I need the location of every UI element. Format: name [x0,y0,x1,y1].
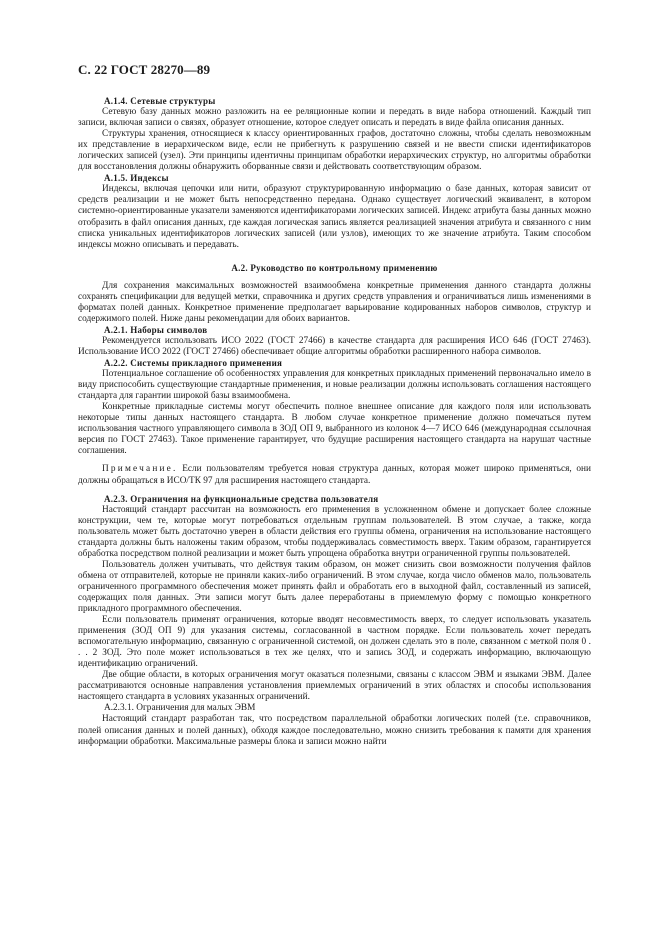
paragraph: Структуры хранения, относящиеся к классу ориентированных графов, достаточно сложны, чтобы сделать невозможным их представление в иерархическом виде, если не прибегнуть к разрушению связей и не ввести списки идентификаторов логических записей (узел). Эти принципы идентичны принципам обработки иерархических структур, но алгоритмы обработки для восстановления должны обнаружить оборванные связи и действовать соответствующим образом. [78,129,591,173]
section-heading-a15: А.1.5. Индексы [104,173,169,184]
section-heading-a21: А.2.1. Наборы символов [104,324,208,335]
section-heading-a23: А.2.3. Ограничения на функциональные средства пользователя [104,493,379,504]
section-heading-a2: А.2. Руководство по контрольному применению [231,262,438,273]
paragraph: Индексы, включая цепочки или нити, образуют структурированную информацию о базе данных, которая зависит от средств реализации и не может быть непосредственно передана. Однако существует логический эквивалент, в котором системно-ориентированные указатели заменяются идентификаторами логических записей. Индекс атрибута базы данных можно отобразить в файл описания данных, где каждая логическая запись является реализацией значения атрибута и связанного с ним списка уникальных идентификаторов логических записей (или узлов), имеющих то же значение атрибута. Таким способом индексы можно описывать и передавать. [78,184,591,250]
note-label: Примечание. [102,464,178,475]
paragraph: Настоящий стандарт рассчитан на возможность его применения в усложненном обмене и допускает более сложные конструкции, чем те, которые могут потребоваться отдельным группам пользователей. В этом случае, а также, когда пользователь может быть достаточно уверен в области действия его группы обмена, ограничения на использование настоящего стандарта должны быть наложены таким образом, чтобы поддерживалась совместимость вверх. Таким образом, гарантируется обработка посредством полной реализации и может быть упрощена обработка внутри ограниченной группы пользователей. [78,504,591,559]
section-heading-a14: А.1.4. Сетевые структуры [104,96,216,106]
paragraph: Настоящий стандарт разработан так, что посредством параллельной обработки логических полей (т.е. справочников, полей описания данных и полей данных), обходя каждое последовательно, можно снизить требования к памяти для хранения информации обработки. Максимальные размеры блока и записи можно найти [78,714,591,747]
paragraph: Пользователь должен учитывать, что действуя таким образом, он может снизить свои возможности получения файлов обмена от отправителей, которые не приняли каких-либо ограничений. В этом случае, когда число обменов мало, пользователь ограниченного программного обеспечения может принять файл и обработать его в выходной файл, составленный из записей, содержащих поля данных. Эти записи могут быть далее переработаны в приемлемую форму с помощью конкретного прикладного программного обеспечения. [78,559,591,615]
note-paragraph [78,464,591,486]
paragraph: Для сохранения максимальных возможностей взаимообмена конкретные применения данного стандарта должны сохранять спецификации для ведущей метки, справочника и других средств управления и ограничиваться лишь изменениями в форматах полей данных. Конкретное применение предполагает варьирование кодированных наборов символов, структур и содержимого полей. Ниже даны рекомендации для обоих вариантов. [78,280,591,324]
paragraph: Потенциальное соглашение об особенностях управления для конкретных прикладных применений первоначально имело в виду приспособить существующие стандартные применения, и новые реализации должны использовать соглашения настоящего стандарта для гарантии широкой базы взаимообмена. [78,369,591,402]
paragraph: Рекомендуется использовать ИСО 2022 (ГОСТ 27466) в качестве стандарта для расширения ИСО 646 (ГОСТ 27463). Использование ИСО 2022 (ГОСТ 27466) обеспечивает общие алгоритмы обработки расширенного набора символов. [78,335,591,357]
document-body [78,96,591,748]
paragraph: Две общие области, в которых ограничения могут оказаться полезными, связаны с классом ЭВМ и языками ЭВМ. Далее рассматриваются основные направления установления приемлемых ограничений в этих областях и способы использования настоящего стандарта в условиях указанных ограничений. [78,670,591,703]
section-heading-a22: А.2.2. Системы прикладного применения [104,358,283,369]
paragraph: Конкретные прикладные системы могут обеспечить полное внешнее описание для каждого поля или использовать некоторые типы данных настоящего стандарта. В любом случае конкретное применение должно помечаться путем использования частного управляющего символа в ЗОД ОП 9, выбранного из колонок 4—7 ИСО 646 (международная ссылочная версия по ГОСТ 27463). Такое применение гарантирует, что будущие расширения настоящего стандарта на нарушат частные соглашения. [78,402,591,457]
paragraph: Если пользователь применят ограничения, которые вводят несовместимость вверх, то следует использовать указатель применения (ЗОД ОП 9) для указания системы, согласованной в частном порядке. Если пользователь хочет передать вспомогательную информацию, связанную с ограниченной системой, он должен сделать это в поле, связанном с меткой поля 0 . . . 2 ЗОД. Это поле может использоваться в тех же целях, что и запись ЗОД, и содержать информацию, включающую идентификацию ограничений. [78,615,591,670]
section-heading-a231: А.2.3.1. Ограничения для малых ЭВМ [104,703,256,714]
note-text: Если пользователям требуется новая структура данных, которая может широко применяться, они должны обращаться в ИСО/ТК 97 для расширения настоящего стандарта. [78,464,591,486]
paragraph: Сетевую базу данных можно разложить на ее реляционные копии и передать в виде набора отношений. Каждый тип записи, включая записи о связях, образует отношение, которое следует описать и передать в виде файла описания данных. [78,107,591,129]
page-header: С. 22 ГОСТ 28270—89 [78,62,211,77]
